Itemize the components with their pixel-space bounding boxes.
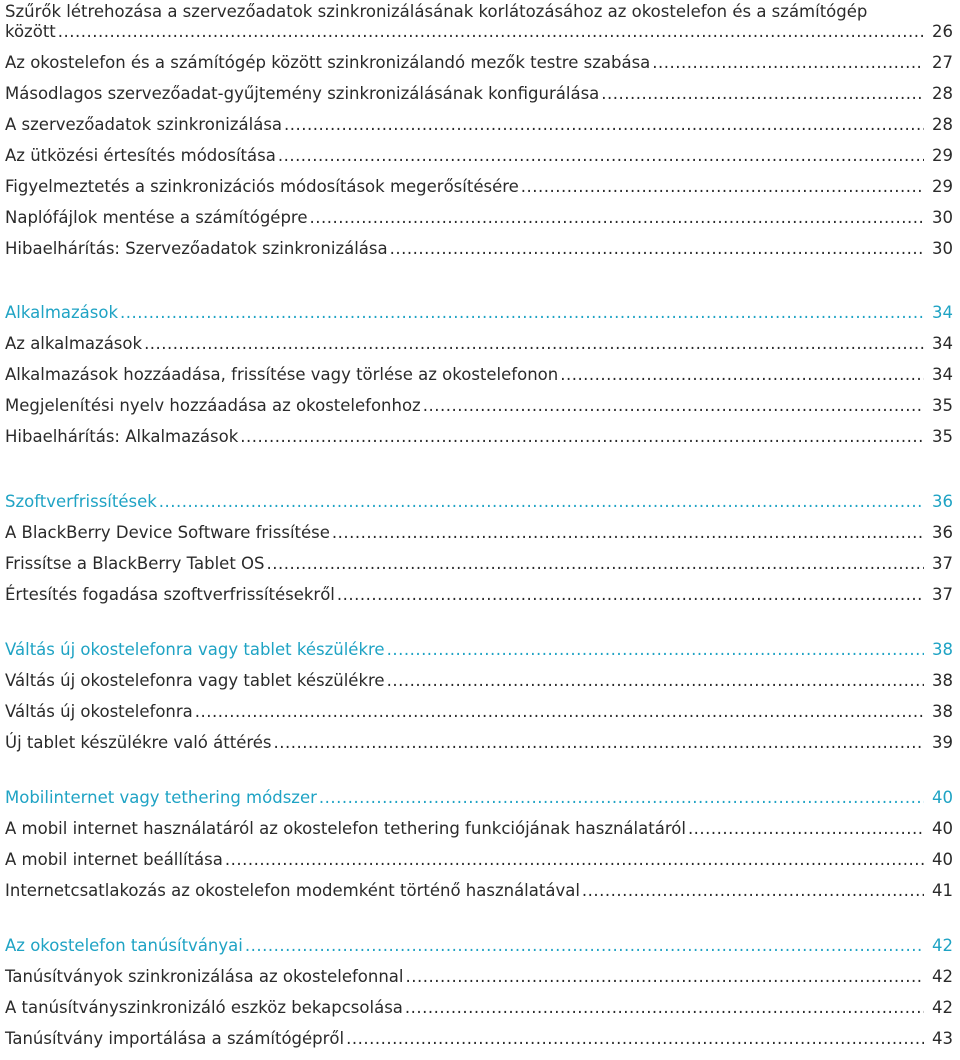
toc-leader-dots — [267, 554, 925, 574]
toc-page-number: 36 — [932, 523, 953, 542]
toc-section-heading[interactable] — [5, 632, 953, 660]
toc-page-number: 34 — [932, 303, 953, 322]
toc-page-number: 29 — [932, 177, 953, 196]
toc-entry[interactable] — [5, 231, 953, 259]
toc-page-number: 42 — [932, 998, 953, 1017]
toc-entry-title: Az okostelefon tanúsítványai — [5, 936, 243, 955]
toc-entry-title: Figyelmeztetés a szinkronizációs módosítások megerősítésére — [5, 177, 519, 196]
toc-entry-title: Naplófájlok mentése a számítógépre — [5, 208, 308, 227]
toc-entry-title: Az okostelefon és a számítógép között szinkronizálandó mezők testre szabása — [5, 53, 651, 72]
toc-leader-dots — [278, 146, 924, 166]
toc-leader-dots — [560, 365, 924, 385]
toc-section-heading[interactable] — [5, 484, 953, 512]
toc-page-number: 42 — [932, 967, 953, 986]
toc-leader-dots — [390, 239, 924, 259]
toc-entry-title: A szervezőadatok szinkronizálása — [5, 115, 283, 134]
toc-entry[interactable] — [5, 663, 953, 691]
toc-page-number: 37 — [932, 554, 953, 573]
toc-leader-dots — [284, 115, 924, 135]
toc-entry[interactable] — [5, 842, 953, 870]
toc-page-number: 27 — [932, 53, 953, 72]
toc-page-number: 41 — [932, 881, 953, 900]
toc-page-number: 37 — [932, 585, 953, 604]
toc-entry-title: Szoftverfrissítések — [5, 492, 157, 511]
toc-leader-dots — [58, 22, 924, 42]
toc-page-number: 38 — [932, 702, 953, 721]
toc-leader-dots — [310, 208, 924, 228]
toc-entry-title: Alkalmazások hozzáadása, frissítése vagy törlése az okostelefonon — [5, 365, 559, 384]
toc-leader-dots — [423, 396, 924, 416]
toc-leader-dots — [245, 936, 924, 956]
toc-entry[interactable] — [5, 200, 953, 228]
toc-leader-dots — [225, 850, 924, 870]
toc-leader-dots — [337, 585, 924, 605]
toc-entry-title: Frissítse a BlackBerry Tablet OS — [5, 554, 265, 573]
toc-page-number: 26 — [932, 22, 953, 41]
toc-entry[interactable] — [5, 419, 953, 447]
toc-leader-dots — [601, 84, 924, 104]
toc-page-number: 39 — [932, 733, 953, 752]
toc-page-number: 28 — [932, 115, 953, 134]
toc-leader-dots — [688, 819, 924, 839]
toc-section-heading[interactable] — [5, 928, 953, 956]
toc-entry[interactable] — [5, 107, 953, 135]
toc-entry-title: Megjelenítési nyelv hozzáadása az okostelefonhoz — [5, 396, 421, 415]
toc-entry-title: Az ütközési értesítés módosítása — [5, 146, 276, 165]
toc-page-number: 40 — [932, 788, 953, 807]
toc-page-number: 35 — [932, 427, 953, 446]
toc-entry[interactable] — [5, 959, 953, 987]
toc-page-number: 28 — [932, 84, 953, 103]
toc-entry-title: A mobil internet használatáról az okostelefon tethering funkciójának használatáról — [5, 819, 686, 838]
toc-leader-dots — [387, 671, 924, 691]
toc-entry-title: A mobil internet beállítása — [5, 850, 223, 869]
toc-entry[interactable] — [5, 357, 953, 385]
toc-entry[interactable] — [5, 326, 953, 354]
toc-entry[interactable] — [5, 990, 953, 1018]
toc-leader-dots — [274, 733, 924, 753]
toc-leader-dots — [240, 427, 924, 447]
toc-entry[interactable] — [5, 169, 953, 197]
toc-entry-title: Hibaelhárítás: Szervezőadatok szinkronizálása — [5, 239, 388, 258]
toc-entry[interactable] — [5, 14, 953, 42]
toc-leader-dots — [405, 998, 924, 1018]
toc-entry-title: Másodlagos szervezőadat-gyűjtemény szinkronizálásának konfigurálása — [5, 84, 600, 103]
toc-leader-dots — [159, 492, 924, 512]
toc-entry-title: Hibaelhárítás: Alkalmazások — [5, 427, 239, 446]
toc-page-number: 40 — [932, 819, 953, 838]
toc-page-number: 36 — [932, 492, 953, 511]
toc-entry-title: Tanúsítványok szinkronizálása az okostelefonnal — [5, 967, 404, 986]
toc-entry[interactable] — [5, 725, 953, 753]
toc-page-number: 30 — [932, 239, 953, 258]
toc-page-number: 34 — [932, 365, 953, 384]
toc-entry[interactable] — [5, 694, 953, 722]
toc-entry-title: Alkalmazások — [5, 303, 119, 322]
toc-entry-title-line1: Szűrők létrehozása a szervezőadatok szinkronizálásának korlátozásához az okostelefon és a számítógép — [5, 2, 868, 21]
toc-entry[interactable] — [5, 577, 953, 605]
toc-entry-title: Az alkalmazások — [5, 334, 143, 353]
toc-entry-title: Internetcsatlakozás az okostelefon modemként történő használatával — [5, 881, 580, 900]
toc-entry[interactable] — [5, 76, 953, 104]
toc-entry-title: A BlackBerry Device Software frissítése — [5, 523, 330, 542]
toc-leader-dots — [652, 53, 924, 73]
toc-leader-dots — [332, 523, 924, 543]
toc-entry[interactable] — [5, 515, 953, 543]
toc-entry[interactable] — [5, 811, 953, 839]
toc-page-number: 42 — [932, 936, 953, 955]
toc-entry-title: Értesítés fogadása szoftverfrissítésekről — [5, 585, 335, 604]
toc-section-heading[interactable] — [5, 780, 953, 808]
toc-leader-dots — [195, 702, 924, 722]
toc-page-number: 30 — [932, 208, 953, 227]
toc-entry[interactable] — [5, 546, 953, 574]
toc-leader-dots — [120, 303, 924, 323]
toc-page-number: 40 — [932, 850, 953, 869]
toc-entry-title: Váltás új okostelefonra vagy tablet készülékre — [5, 671, 385, 690]
toc-leader-dots — [521, 177, 924, 197]
toc-page-number: 38 — [932, 640, 953, 659]
toc-entry-title: Tanúsítvány importálása a számítógépről — [5, 1029, 345, 1048]
toc-entry[interactable] — [5, 138, 953, 166]
toc-entry-title: között — [5, 22, 56, 41]
toc-leader-dots — [387, 640, 924, 660]
toc-entry-title: A tanúsítványszinkronizáló eszköz bekapcsolása — [5, 998, 403, 1017]
toc-entry[interactable] — [5, 45, 953, 73]
toc-entry-title: Váltás új okostelefonra — [5, 702, 193, 721]
toc-entry-title: Váltás új okostelefonra vagy tablet készülékre — [5, 640, 385, 659]
toc-leader-dots — [144, 334, 924, 354]
toc-leader-dots — [346, 1029, 924, 1049]
toc-entry-title: Új tablet készülékre való áttérés — [5, 733, 272, 752]
toc-leader-dots — [406, 967, 925, 987]
toc-entry[interactable] — [5, 1021, 953, 1049]
toc-entry[interactable] — [5, 388, 953, 416]
toc-leader-dots — [582, 881, 924, 901]
toc-leader-dots — [319, 788, 924, 808]
toc-page-number: 38 — [932, 671, 953, 690]
toc-section-heading[interactable] — [5, 295, 953, 323]
toc-page-number: 35 — [932, 396, 953, 415]
toc-page-number: 34 — [932, 334, 953, 353]
toc-page-number: 29 — [932, 146, 953, 165]
toc-page-number: 43 — [932, 1029, 953, 1048]
toc-entry[interactable] — [5, 873, 953, 901]
toc-entry-title: Mobilinternet vagy tethering módszer — [5, 788, 317, 807]
